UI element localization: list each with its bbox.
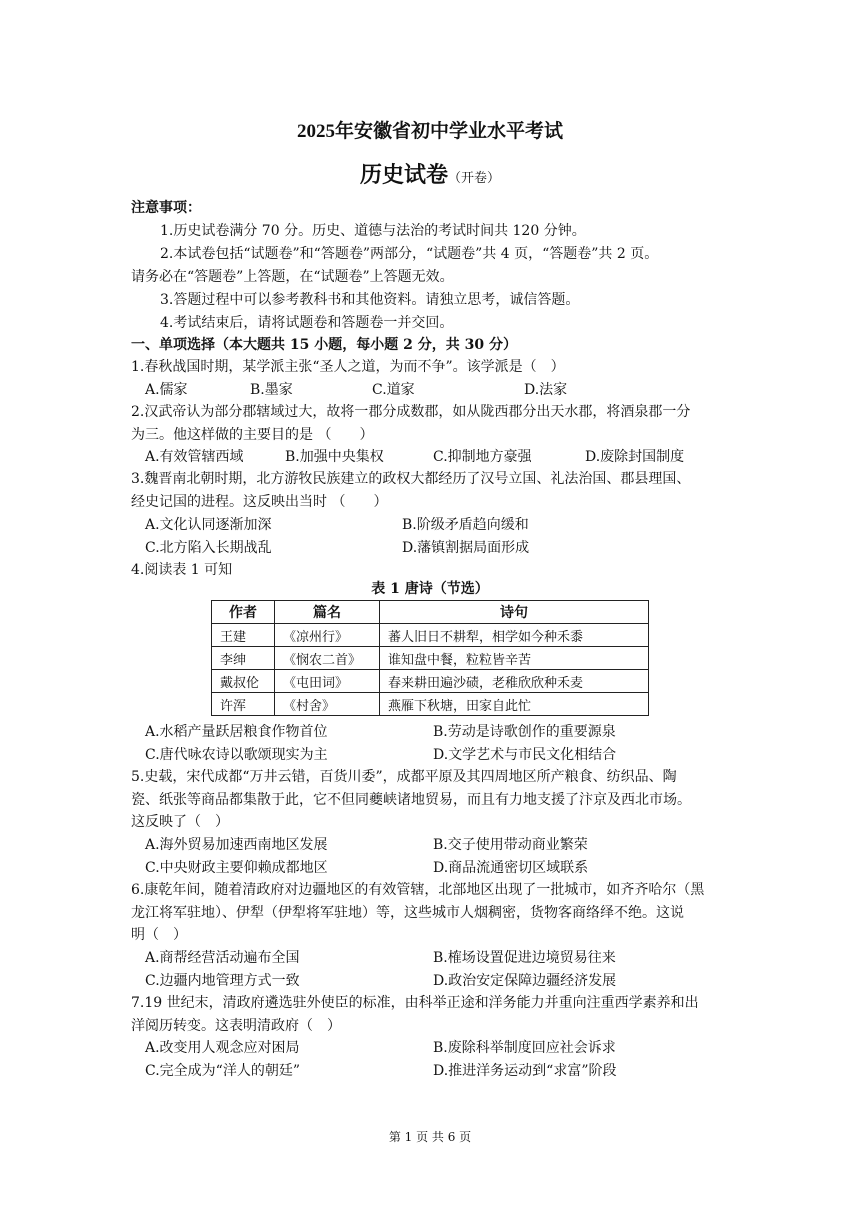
q6-option-c[interactable]: C.边疆内地管理方式一致 [145,973,300,989]
notice-item-2-cont: 请务必在“答题卷”上答题，在“试题卷”上答题无效。 [131,269,454,285]
subject-name: 历史试卷 [359,162,448,188]
page-number: 第 1 页 共 6 页 [388,1130,472,1144]
q2-option-b[interactable]: B.加强中央集权 [285,449,384,465]
table-cell-verse: 春来耕田遍沙碛，老稚欣欣种禾麦 [380,670,649,693]
table-cell-verse: 谁知盘中餐，粒粒皆辛苦 [380,647,649,670]
q2-stem-line1: 2.汉武帝认为部分郡辖域过大，故将一郡分成数郡，如从陇西郡分出天水郡，将酒泉郡一分 [131,404,691,420]
q7-option-d[interactable]: D.推进洋务运动到“求富”阶段 [433,1063,617,1079]
table-row [212,624,649,647]
q2-option-c[interactable]: C.抑制地方豪强 [433,449,532,465]
table-cell-title: 《悯农二首》 [275,647,380,670]
q1-stem: 1.春秋战国时期，某学派主张“圣人之道，为而不争”。该学派是（ ） [131,359,565,375]
subject-title [0,158,860,189]
q2-stem-line2: 为三。他这样做的主要目的是 （ ） [131,427,374,443]
table-header-title: 篇名 [275,601,380,624]
q7-option-b[interactable]: B.废除科举制度回应社会诉求 [433,1040,616,1056]
table-header-row [212,601,649,624]
notice-item-1: 1.历史试卷满分 70 分。历史、道德与法治的考试时间共 120 分钟。 [160,223,586,239]
q4-option-a[interactable]: A.水稻产量跃居粮食作物首位 [145,724,328,740]
table-row [212,670,649,693]
q5-stem-line1: 5.史载，宋代成都“万井云错，百货川委”，成都平原及其四周地区所产粮食、纺织品、陶 [131,769,677,785]
table-cell-title: 《村舍》 [275,693,380,716]
q5-option-c[interactable]: C.中央财政主要仰赖成都地区 [145,860,328,876]
q1-option-d[interactable]: D.法家 [524,382,568,398]
q4-option-d[interactable]: D.文学艺术与市民文化相结合 [433,747,617,763]
table-cell-author: 李绅 [212,647,275,670]
table-cell-verse: 蕃人旧日不耕犁，相学如今种禾黍 [380,624,649,647]
table-header-author: 作者 [212,601,275,624]
q5-stem-line3: 这反映了（ ） [131,814,229,830]
table-cell-title: 《屯田词》 [275,670,380,693]
table-cell-author: 王建 [212,624,275,647]
q1-option-b[interactable]: B.墨家 [250,382,293,398]
table-row [212,647,649,670]
notice-item-4: 4.考试结束后，请将试题卷和答题卷一并交回。 [160,315,454,331]
table-cell-author: 戴叔伦 [212,670,275,693]
q7-stem-line2: 洋阅历转变。这表明清政府（ ） [131,1018,341,1034]
table-caption: 表 1 唐诗（节选） [371,581,489,597]
q3-option-b[interactable]: B.阶级矛盾趋向缓和 [402,517,529,533]
q3-option-d[interactable]: D.藩镇割据局面形成 [402,540,530,556]
q4-stem: 4.阅读表 1 可知 [131,562,233,578]
notice-item-3: 3.答题过程中可以参考教科书和其他资料。请独立思考，诚信答题。 [160,292,580,308]
notice-item-2: 2.本试卷包括“试题卷”和“答题卷”两部分，“试题卷”共 4 页，“答题卷”共 2 页。 [160,246,659,262]
q7-option-c[interactable]: C.完全成为“洋人的朝廷” [145,1063,300,1079]
q1-option-c[interactable]: C.道家 [372,382,415,398]
q5-option-a[interactable]: A.海外贸易加速西南地区发展 [145,837,328,853]
q6-option-b[interactable]: B.榷场设置促进边境贸易往来 [433,950,616,966]
q2-option-a[interactable]: A.有效管辖西域 [145,449,244,465]
q5-option-d[interactable]: D.商品流通密切区域联系 [433,860,589,876]
q7-stem-line1: 7.19 世纪末，清政府遴选驻外使臣的标准，由科举正途和洋务能力并重向注重西学素养和出 [131,995,699,1011]
q6-option-a[interactable]: A.商帮经营活动遍布全国 [145,950,300,966]
q6-stem-line2: 龙江将军驻地）、伊犁（伊犁将军驻地）等，这些城市人烟稠密，货物客商络绎不绝。这说 [131,905,684,921]
notice-heading: 注意事项： [131,200,201,216]
table-cell-verse: 燕雁下秋塘，田家自此忙 [380,693,649,716]
q4-option-c[interactable]: C.唐代咏农诗以歌颂现实为主 [145,747,328,763]
table-cell-title: 《凉州行》 [275,624,380,647]
q5-stem-line2: 瓷、纸张等商品都集散于此，它不但同夔峡诸地贸易，而且有力地支援了汴京及西北市场。 [131,792,691,808]
q3-option-a[interactable]: A.文化认同逐渐加深 [145,517,272,533]
q2-option-d[interactable]: D.废除封国制度 [585,449,685,465]
q3-option-c[interactable]: C.北方陷入长期战乱 [145,540,272,556]
q1-option-a[interactable]: A.儒家 [145,382,188,398]
table-header-verse: 诗句 [380,601,649,624]
q6-stem-line1: 6.康乾年间，随着清政府对边疆地区的有效管辖，北部地区出现了一批城市，如齐齐哈尔（黑 [131,882,705,898]
q6-option-d[interactable]: D.政治安定保障边疆经济发展 [433,973,617,989]
q5-option-b[interactable]: B.交子使用带动商业繁荣 [433,837,588,853]
table-cell-author: 许浑 [212,693,275,716]
subject-note: （开卷） [448,171,501,186]
exam-title: 2025年安徽省初中学业水平考试 [296,121,563,142]
q7-option-a[interactable]: A.改变用人观念应对困局 [145,1040,300,1056]
poem-table [211,600,649,716]
q3-stem-line2: 经史记国的进程。这反映出当时 （ ） [131,494,388,510]
q3-stem-line1: 3.魏晋南北朝时期，北方游牧民族建立的政权大都经历了汉号立国、礼法治国、郡县理国、 [131,471,691,487]
table-row [212,693,649,716]
section-heading: 一、单项选择（本大题共 15 小题，每小题 2 分，共 30 分） [131,337,517,353]
q6-stem-line3: 明（ ） [131,927,187,943]
q4-option-b[interactable]: B.劳动是诗歌创作的重要源泉 [433,724,616,740]
